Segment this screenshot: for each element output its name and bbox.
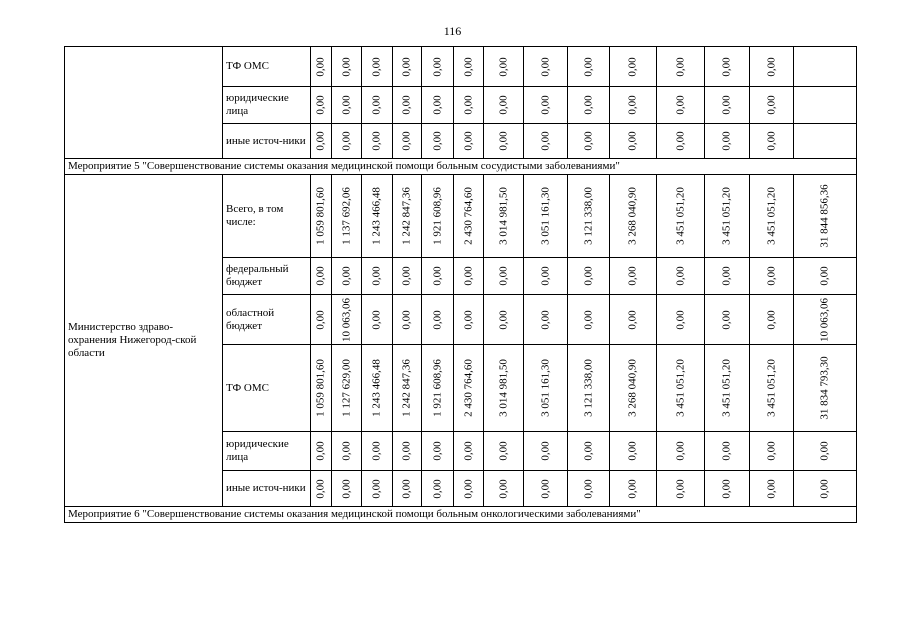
funding-value: 3 014 981,50 — [497, 359, 509, 417]
funding-value-cell — [657, 47, 705, 87]
funding-value-cell — [311, 432, 332, 471]
funding-value-cell — [705, 258, 750, 295]
funding-value-cell — [484, 124, 524, 159]
funding-value-cell — [454, 47, 484, 87]
funding-value: 0,00 — [431, 266, 443, 286]
funding-value: 0,00 — [370, 478, 383, 499]
funding-value: 3 451 051,20 — [674, 187, 686, 245]
funding-value-cell — [705, 345, 750, 432]
funding-value: 0,00 — [400, 478, 413, 499]
funding-source-label: юридические лица — [223, 87, 311, 124]
funding-value-cell — [362, 87, 393, 124]
funding-value: 0,00 — [431, 56, 443, 77]
event-title: Мероприятие 5 "Совершенствование системы оказания медицинской помощи больным сосудистыми заболеваниями" — [65, 159, 857, 175]
funding-value-cell — [524, 432, 568, 471]
funding-value-cell — [311, 175, 332, 258]
funding-value-cell — [311, 124, 332, 159]
funding-value-cell — [794, 175, 857, 258]
funding-value: 0,00 — [539, 131, 551, 151]
funding-value-cell — [568, 124, 610, 159]
page-number: 116 — [443, 24, 462, 38]
funding-value: 0,00 — [582, 131, 594, 151]
funding-value-cell — [422, 258, 454, 295]
funding-value-cell — [422, 87, 454, 124]
funding-value: 0,00 — [582, 441, 594, 461]
funding-source-label: областной бюджет — [223, 295, 311, 345]
funding-value-cell — [705, 471, 750, 507]
funding-value: 0,00 — [462, 266, 474, 286]
funding-value-cell — [750, 432, 794, 471]
funding-value-cell — [362, 471, 393, 507]
funding-value-cell — [454, 87, 484, 124]
funding-value: 0,00 — [431, 441, 443, 461]
funding-value: 0,00 — [539, 478, 551, 499]
funding-value: 0,00 — [314, 56, 327, 77]
funding-value-cell — [454, 432, 484, 471]
funding-value-cell — [568, 175, 610, 258]
funding-value-cell — [524, 295, 568, 345]
funding-source-label: ТФ ОМС — [223, 345, 311, 432]
funding-value: 31 834 793,30 — [818, 356, 831, 420]
funding-value-cell — [311, 295, 332, 345]
funding-value: 0,00 — [626, 266, 639, 286]
funding-value-cell — [393, 432, 422, 471]
funding-value-cell — [568, 258, 610, 295]
funding-value-cell — [311, 471, 332, 507]
funding-value-cell — [610, 124, 657, 159]
funding-value: 0,00 — [400, 95, 413, 115]
funding-value-cell — [794, 345, 857, 432]
funding-value: 1 921 608,96 — [431, 359, 443, 417]
funding-value: 10 063,06 — [340, 297, 352, 342]
funding-value: 10 063,06 — [818, 297, 831, 342]
funding-value: 0,00 — [370, 56, 383, 77]
funding-value-cell — [393, 47, 422, 87]
funding-value-cell — [332, 87, 362, 124]
funding-value-cell — [332, 124, 362, 159]
funding-value: 0,00 — [400, 56, 413, 77]
funding-value: 0,00 — [314, 266, 327, 286]
funding-value: 3 051 161,30 — [539, 359, 551, 417]
funding-value: 1 127 629,00 — [340, 359, 352, 417]
funding-value-cell — [484, 47, 524, 87]
funding-value: 1 059 801,60 — [314, 359, 327, 417]
funding-value: 1 137 692,06 — [340, 187, 352, 245]
funding-source-label: Всего, в том числе: — [223, 175, 311, 258]
funding-value-cell — [568, 345, 610, 432]
funding-value: 0,00 — [340, 95, 352, 115]
funding-value-cell — [454, 175, 484, 258]
funding-value: 0,00 — [765, 266, 777, 286]
funding-value: 3 268 040,90 — [626, 359, 639, 417]
funding-value-cell — [524, 471, 568, 507]
funding-value: 0,00 — [765, 478, 777, 499]
funding-value-cell — [393, 295, 422, 345]
funding-value-cell — [362, 432, 393, 471]
funding-source-label: ТФ ОМС — [223, 47, 311, 87]
funding-value-cell — [422, 124, 454, 159]
funding-value-cell — [568, 295, 610, 345]
funding-value: 0,00 — [340, 441, 352, 461]
funding-value-cell — [332, 175, 362, 258]
funding-value: 0,00 — [539, 95, 551, 115]
funding-value: 0,00 — [818, 266, 831, 286]
funding-value: 3 451 051,20 — [674, 359, 686, 417]
funding-value: 0,00 — [765, 95, 777, 115]
funding-value-cell — [750, 124, 794, 159]
funding-value: 0,00 — [582, 95, 594, 115]
funding-value-cell — [422, 175, 454, 258]
funding-value-cell — [524, 124, 568, 159]
funding-value-cell — [657, 87, 705, 124]
funding-value-cell — [362, 175, 393, 258]
funding-value: 0,00 — [539, 309, 551, 330]
funding-value: 1 243 466,48 — [370, 187, 383, 245]
funding-value: 0,00 — [370, 441, 383, 461]
funding-value-cell — [311, 258, 332, 295]
funding-value: 3 451 051,20 — [720, 359, 733, 417]
funding-value: 0,00 — [765, 131, 777, 151]
funding-value-cell — [454, 258, 484, 295]
funding-value-cell — [794, 471, 857, 507]
funding-value: 0,00 — [582, 266, 594, 286]
funding-value-cell — [610, 295, 657, 345]
funding-value: 0,00 — [765, 309, 777, 330]
funding-value-cell — [393, 87, 422, 124]
funding-value-cell — [610, 345, 657, 432]
funding-value: 0,00 — [626, 131, 639, 151]
funding-value: 0,00 — [400, 441, 413, 461]
funding-value-cell — [657, 175, 705, 258]
funding-value-cell — [610, 175, 657, 258]
funding-value-cell — [332, 471, 362, 507]
funding-value: 0,00 — [340, 56, 352, 77]
funding-value: 0,00 — [720, 95, 733, 115]
funding-value: 0,00 — [539, 56, 551, 77]
funding-value: 3 121 338,00 — [582, 187, 594, 245]
funding-value-cell — [750, 345, 794, 432]
funding-value-cell — [484, 295, 524, 345]
funding-value: 1 059 801,60 — [314, 187, 327, 245]
funding-value-cell — [705, 295, 750, 345]
funding-value-cell — [794, 87, 857, 124]
funding-value: 0,00 — [462, 441, 474, 461]
funding-value-cell — [422, 345, 454, 432]
funding-value-cell — [332, 432, 362, 471]
funding-value: 0,00 — [765, 56, 777, 77]
funding-value: 0,00 — [720, 441, 733, 461]
funding-value: 0,00 — [497, 441, 509, 461]
funding-value: 0,00 — [497, 95, 509, 115]
funding-value: 0,00 — [462, 56, 474, 77]
funding-value-cell — [393, 345, 422, 432]
funding-value-cell — [705, 175, 750, 258]
funding-value: 0,00 — [674, 266, 686, 286]
funding-value: 0,00 — [400, 131, 413, 151]
funding-value: 0,00 — [674, 95, 686, 115]
funding-value-cell — [454, 345, 484, 432]
funding-value: 3 451 051,20 — [720, 187, 733, 245]
funding-value-cell — [332, 258, 362, 295]
funding-value: 0,00 — [462, 95, 474, 115]
event-row — [65, 507, 857, 523]
funding-value-cell — [794, 47, 857, 87]
funding-value-cell — [657, 295, 705, 345]
funding-value-cell — [311, 345, 332, 432]
funding-value: 0,00 — [818, 478, 831, 499]
funding-value: 1 921 608,96 — [431, 187, 443, 245]
funding-value-cell — [362, 47, 393, 87]
funding-value: 0,00 — [497, 478, 509, 499]
funding-value-cell — [750, 471, 794, 507]
funding-value: 0,00 — [400, 309, 413, 330]
funding-value: 0,00 — [462, 131, 474, 151]
table-row — [65, 47, 857, 87]
funding-value: 1 242 847,36 — [400, 187, 413, 245]
funding-value: 3 451 051,20 — [765, 359, 777, 417]
funding-value: 0,00 — [497, 131, 509, 151]
funding-value-cell — [422, 47, 454, 87]
funding-value-cell — [750, 258, 794, 295]
funding-value-cell — [524, 47, 568, 87]
funding-value: 0,00 — [626, 56, 639, 77]
funding-value: 0,00 — [462, 309, 474, 330]
funding-source-label: федеральный бюджет — [223, 258, 311, 295]
funding-value: 0,00 — [626, 309, 639, 330]
funding-value-cell — [794, 432, 857, 471]
funding-value-cell — [362, 295, 393, 345]
funding-value-cell — [750, 175, 794, 258]
funding-value: 3 451 051,20 — [765, 187, 777, 245]
funding-value: 0,00 — [765, 441, 777, 461]
funding-value: 0,00 — [497, 309, 509, 330]
funding-value: 0,00 — [314, 131, 327, 151]
funding-value-cell — [524, 258, 568, 295]
funding-value-cell — [484, 345, 524, 432]
funding-value: 0,00 — [370, 131, 383, 151]
funding-value-cell — [610, 432, 657, 471]
funding-value: 0,00 — [720, 478, 733, 499]
funding-value-cell — [657, 432, 705, 471]
funding-value-cell — [610, 471, 657, 507]
funding-value-cell — [484, 87, 524, 124]
funding-value-cell — [610, 87, 657, 124]
funding-value-cell — [568, 87, 610, 124]
funding-value: 0,00 — [314, 309, 327, 330]
funding-value: 0,00 — [340, 131, 352, 151]
funding-value-cell — [393, 175, 422, 258]
funding-value-cell — [311, 87, 332, 124]
funding-value-cell — [393, 258, 422, 295]
funding-value-cell — [750, 47, 794, 87]
funding-value: 0,00 — [340, 478, 352, 499]
funding-value: 0,00 — [674, 56, 686, 77]
funding-source-label: юридические лица — [223, 432, 311, 471]
funding-value-cell — [794, 124, 857, 159]
funding-value-cell — [362, 258, 393, 295]
funding-value: 0,00 — [370, 95, 383, 115]
funding-value: 0,00 — [497, 56, 509, 77]
funding-value-cell — [484, 175, 524, 258]
funding-value: 0,00 — [370, 266, 383, 286]
event-title: Мероприятие 6 "Совершенствование системы оказания медицинской помощи больным онкологическими заболеваниями" — [65, 507, 857, 523]
funding-value: 0,00 — [674, 131, 686, 151]
funding-value-cell — [524, 345, 568, 432]
funding-value-cell — [705, 432, 750, 471]
organization-cell — [65, 47, 223, 159]
funding-value-cell — [454, 295, 484, 345]
funding-value-cell — [610, 258, 657, 295]
funding-value-cell — [794, 258, 857, 295]
funding-value: 0,00 — [626, 441, 639, 461]
funding-value: 0,00 — [720, 309, 733, 330]
funding-value-cell — [568, 47, 610, 87]
funding-value: 0,00 — [431, 131, 443, 151]
funding-source-label: иные источ-ники — [223, 471, 311, 507]
funding-value-cell — [524, 175, 568, 258]
funding-value: 0,00 — [370, 309, 383, 330]
funding-value: 2 430 764,60 — [462, 187, 474, 245]
funding-source-label: иные источ-ники — [223, 124, 311, 159]
funding-value: 0,00 — [314, 95, 327, 115]
funding-value: 0,00 — [340, 266, 352, 286]
funding-value: 0,00 — [720, 131, 733, 151]
funding-value-cell — [362, 345, 393, 432]
funding-value: 0,00 — [539, 441, 551, 461]
funding-value: 0,00 — [720, 56, 733, 77]
funding-value: 0,00 — [400, 266, 413, 286]
funding-value-cell — [657, 258, 705, 295]
funding-value-cell — [657, 345, 705, 432]
table-row — [65, 175, 857, 258]
funding-value-cell — [794, 295, 857, 345]
funding-value: 3 121 338,00 — [582, 359, 594, 417]
funding-value: 0,00 — [314, 478, 327, 499]
funding-value-cell — [750, 295, 794, 345]
funding-value: 2 430 764,60 — [462, 359, 474, 417]
funding-value-cell — [568, 432, 610, 471]
funding-value-cell — [484, 432, 524, 471]
funding-value-cell — [705, 124, 750, 159]
funding-value: 0,00 — [431, 95, 443, 115]
funding-value-cell — [454, 124, 484, 159]
funding-value-cell — [332, 345, 362, 432]
funding-value-cell — [311, 47, 332, 87]
funding-value-cell — [422, 432, 454, 471]
funding-value: 3 014 981,50 — [497, 187, 509, 245]
funding-value-cell — [422, 471, 454, 507]
funding-value: 0,00 — [674, 478, 686, 499]
funding-value-cell — [610, 47, 657, 87]
funding-value: 3 268 040,90 — [626, 187, 639, 245]
organization-name: Министерство здраво-охранения Нижегород-ской области — [65, 175, 223, 507]
funding-value-cell — [393, 124, 422, 159]
funding-value: 3 051 161,30 — [539, 187, 551, 245]
event-row — [65, 159, 857, 175]
funding-table — [64, 46, 857, 523]
funding-value: 0,00 — [626, 478, 639, 499]
funding-value: 1 242 847,36 — [400, 359, 413, 417]
funding-value: 0,00 — [431, 478, 443, 499]
funding-value-cell — [393, 471, 422, 507]
funding-value: 0,00 — [539, 266, 551, 286]
funding-value: 0,00 — [674, 309, 686, 330]
funding-value-cell — [705, 87, 750, 124]
funding-value-cell — [422, 295, 454, 345]
funding-value: 0,00 — [582, 56, 594, 77]
funding-value-cell — [484, 258, 524, 295]
funding-value: 0,00 — [462, 478, 474, 499]
funding-value: 31 844 856,36 — [818, 184, 831, 248]
funding-value: 0,00 — [818, 441, 831, 461]
funding-value-cell — [332, 295, 362, 345]
funding-value: 0,00 — [314, 441, 327, 461]
funding-value: 1 243 466,48 — [370, 359, 383, 417]
funding-value-cell — [484, 471, 524, 507]
funding-value-cell — [362, 124, 393, 159]
funding-value: 0,00 — [582, 309, 594, 330]
funding-value-cell — [657, 471, 705, 507]
funding-value: 0,00 — [674, 441, 686, 461]
funding-value-cell — [657, 124, 705, 159]
funding-value: 0,00 — [720, 266, 733, 286]
funding-value-cell — [332, 47, 362, 87]
funding-value: 0,00 — [626, 95, 639, 115]
funding-value: 0,00 — [582, 478, 594, 499]
funding-value: 0,00 — [431, 309, 443, 330]
funding-value: 0,00 — [497, 266, 509, 286]
funding-value-cell — [524, 87, 568, 124]
funding-value-cell — [705, 47, 750, 87]
funding-value-cell — [750, 87, 794, 124]
funding-value-cell — [454, 471, 484, 507]
funding-value-cell — [568, 471, 610, 507]
